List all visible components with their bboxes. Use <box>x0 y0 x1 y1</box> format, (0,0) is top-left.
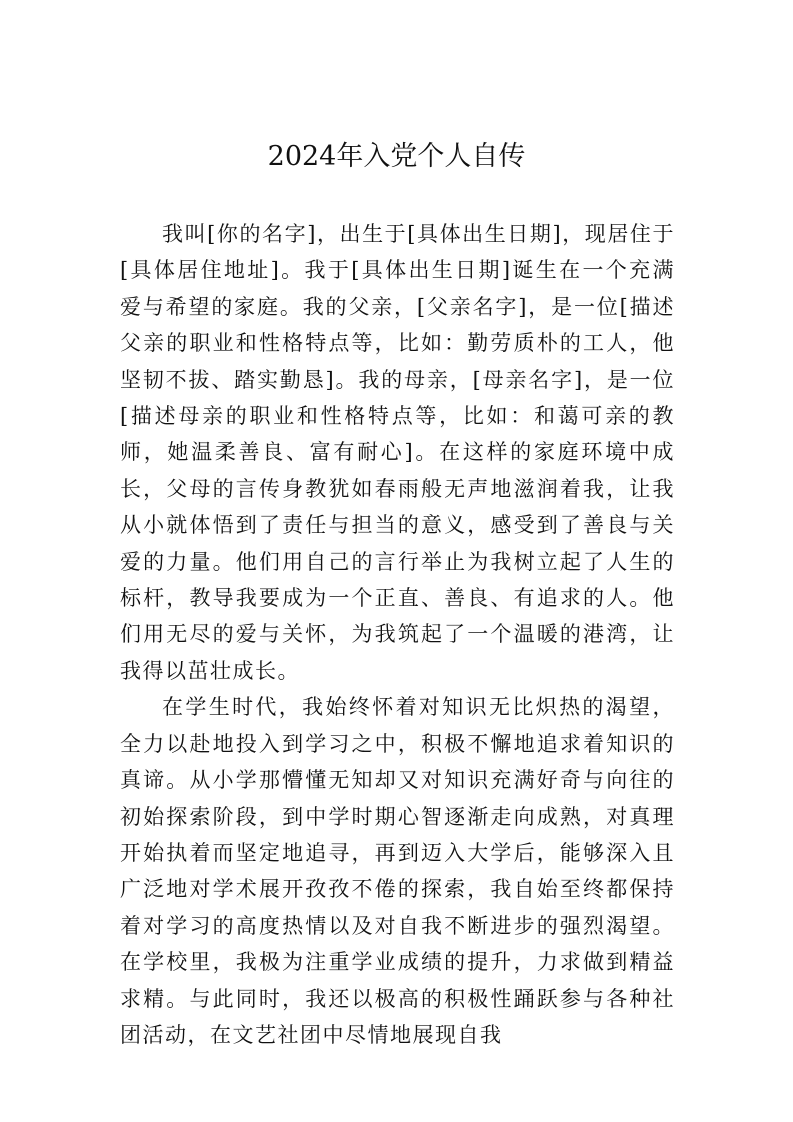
paragraph-family-background: 我叫[你的名字]，出生于[具体出生日期]，现居住于[具体居住地址]。我于[具体出生日期]诞生在一个充满爱与希望的家庭。我的父亲，[父亲名字]，是一位[描述父亲的职业和性格特点等，比如：勤劳质朴的工人，他坚韧不拔、踏实勤恳]。我的母亲，[母亲名字]，是一位[描述母亲的职业和性格特点等，比如：和蔼可亲的教师，她温柔善良、富有耐心]。在这样的家庭环境中成长，父母的言传身教犹如春雨般无声地滋润着我，让我从小就体悟到了责任与担当的意义，感受到了善良与关爱的力量。他们用自己的言行举止为我树立起了人生的标杆，教导我要成为一个正直、善良、有追求的人。他们用无尽的爱与关怀，为我筑起了一个温暖的港湾，让我得以茁壮成长。 <box>120 222 675 683</box>
document-body <box>120 216 675 1053</box>
document-title: 2024年入党个人自传 <box>267 141 526 172</box>
paragraph-student-years: 在学生时代，我始终怀着对知识无比炽热的渴望，全力以赴地投入到学习之中，积极不懈地追求着知识的真谛。从小学那懵懂无知却又对知识充满好奇与向往的初始探索阶段，到中学时期心智逐渐走向成熟，对真理开始执着而坚定地追寻，再到迈入大学后，能够深入且广泛地对学术展开孜孜不倦的探索，我自始至终都保持着对学习的高度热情以及对自我不断进步的强烈渴望。在学校里，我极为注重学业成绩的提升，力求做到精益求精。与此同时，我还以极高的积极性踊跃参与各种社团活动，在文艺社团中尽情地展现自我 <box>120 695 675 1047</box>
